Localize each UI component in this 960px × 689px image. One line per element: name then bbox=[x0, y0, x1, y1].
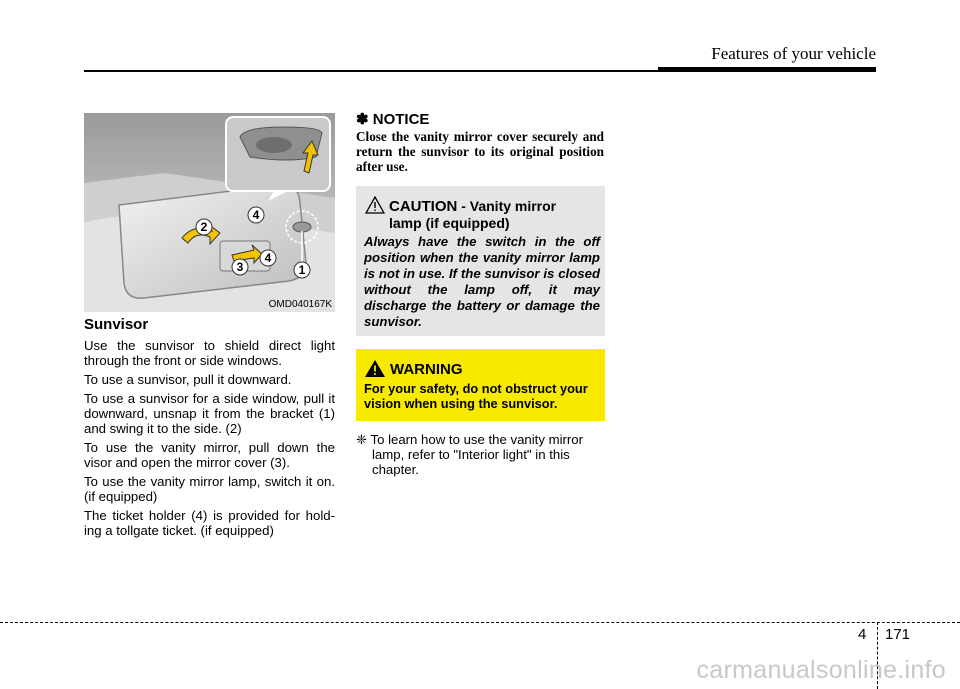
warning-heading: WARNING bbox=[390, 361, 463, 378]
warning-triangle-icon bbox=[364, 359, 386, 378]
caution-subtitle: - Vanity mirror bbox=[457, 198, 557, 214]
caution-box bbox=[356, 186, 605, 336]
warning-box bbox=[356, 349, 605, 421]
figure-code: OMD040167K bbox=[268, 299, 332, 310]
notice-title: ✽ NOTICE bbox=[356, 111, 430, 128]
callout-4-b: 4 bbox=[252, 208, 260, 222]
caution-triangle-icon bbox=[365, 196, 385, 214]
header-title: Features of your vehicle bbox=[711, 44, 876, 63]
paragraph: To use the vanity mirror lamp, switch it on. (if equipped) bbox=[84, 474, 335, 504]
paragraph: Use the sunvisor to shield direct light through the front or side windows. bbox=[84, 338, 335, 368]
caution-label: CAUTION bbox=[389, 198, 458, 215]
page-number: 171 bbox=[885, 626, 911, 643]
paragraph: To use the vanity mirror, pull down the visor and open the mirror cover (3). bbox=[84, 440, 335, 470]
watermark: carmanualsonline.info bbox=[696, 656, 946, 684]
notice-text: Close the vanity mirror cover securely and return the sunvisor to its original position after use. bbox=[356, 129, 604, 174]
header-rule-accent bbox=[658, 67, 876, 72]
caution-body: Always have the switch in the off position when the vanity mirror lamp is not in use. If the sunvisor is closed without the lamp off, it may discharge the battery or damage the sunvisor. bbox=[364, 234, 600, 329]
sunvisor-body bbox=[84, 338, 335, 542]
caution-subtitle-line2: lamp (if equipped) bbox=[389, 215, 510, 231]
paragraph: To use a sunvisor, pull it downward. bbox=[84, 372, 292, 387]
sunvisor-figure bbox=[84, 113, 335, 312]
callout-2: 2 bbox=[200, 220, 208, 234]
callout-4-a: 4 bbox=[264, 251, 272, 265]
paragraph: The ticket holder (4) is provided for hold-ing a tollgate ticket. (if equipped) bbox=[84, 508, 335, 538]
section-heading-sunvisor: Sunvisor bbox=[84, 316, 149, 333]
footer-divider bbox=[0, 622, 960, 623]
callout-3: 3 bbox=[236, 260, 244, 274]
callout-1: 1 bbox=[298, 263, 306, 277]
paragraph: To use a sunvisor for a side window, pull it downward, unsnap it from the bracket (1) and swing it to the side. (2) bbox=[84, 391, 335, 436]
chapter-number: 4 bbox=[858, 626, 867, 643]
footnote: ❈ To learn how to use the vanity mirror lamp, refer to "Interior light" in this chapter. bbox=[356, 432, 584, 477]
warning-body: For your safety, do not obstruct your vision when using the sunvisor. bbox=[364, 381, 588, 411]
caution-heading bbox=[389, 198, 556, 231]
